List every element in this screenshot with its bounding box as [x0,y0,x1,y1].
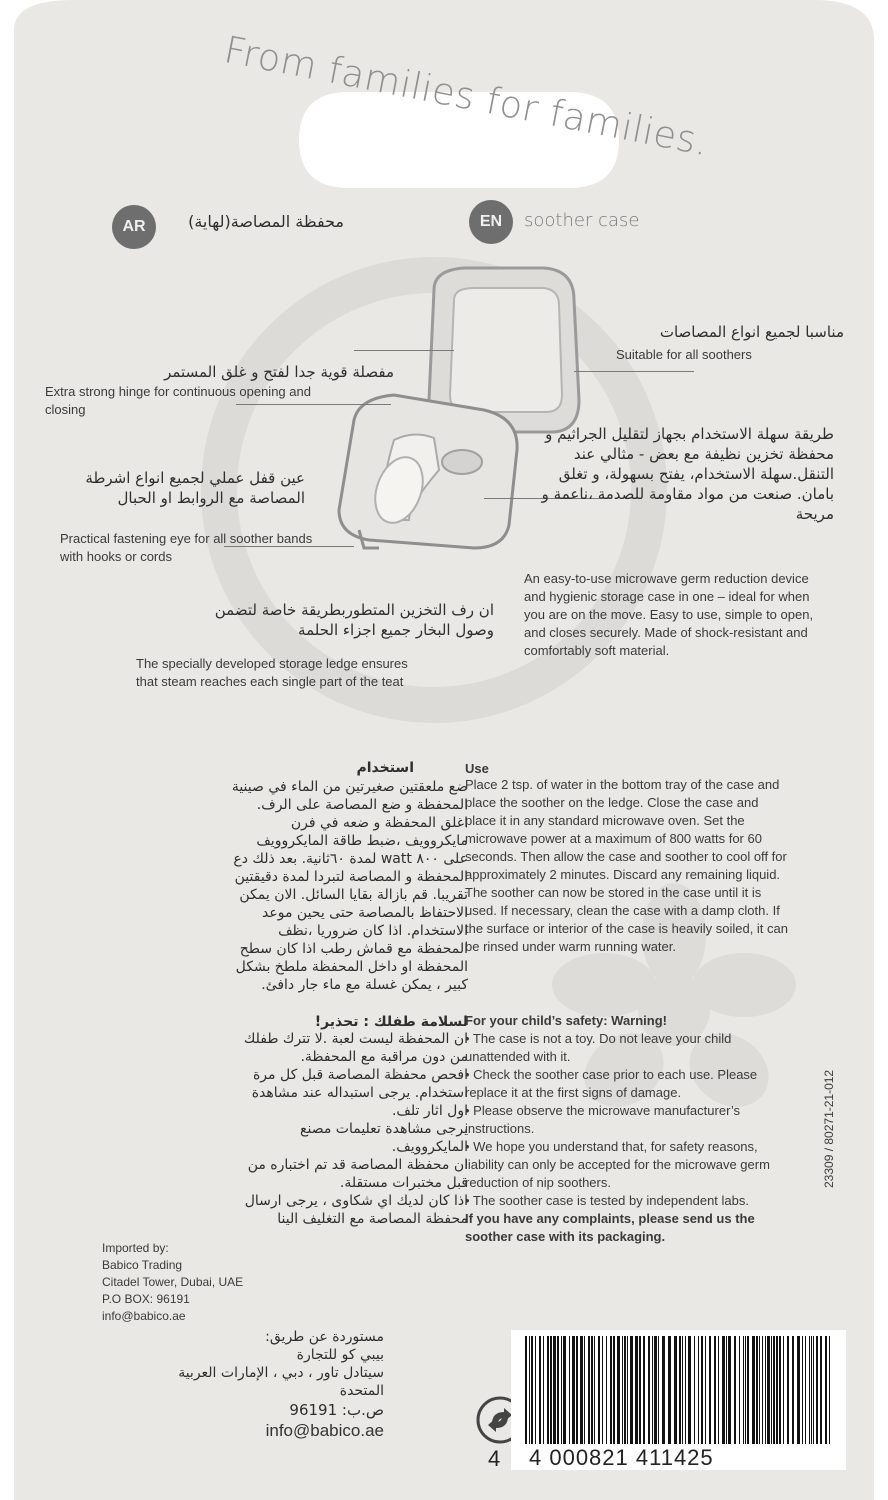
barcode-bar [745,1336,746,1444]
ledge-en: The specially developed storage ledge ensures that steam reaches each single part of the teat [136,656,408,689]
barcode-bar [617,1336,620,1444]
safety-ar-line: يرجى مشاهدة تعليمات مصنع المايكروويف. [300,1121,468,1155]
barcode-bar [610,1336,612,1444]
use-en-body: Place 2 tsp. of water in the bottom tray of the case and place the soother on the ledge. Close the case and place it in any standard microwave oven. Set the microwave power at a maximum of 800 watts for 60 seconds. Then allow the case and soother to cool off for approximately 2 minutes. Discard any remaining liquid. The soother can now be stored in the case until it is used. If necessary, clean the case with a damp cloth. If the surface or interior of the case is heavily soiled, it can be rinsed under warm running water. [465,777,788,954]
use-ar-title: استخدام [356,760,414,776]
safety-en-list [465,1030,800,1246]
barcode-bar [594,1336,595,1444]
barcode-bar [643,1336,645,1444]
barcode-bar [829,1336,830,1444]
barcode-bar [722,1336,725,1444]
barcode-bar [787,1336,789,1444]
barcode-bar [714,1336,716,1444]
barcode-bar [580,1336,583,1444]
barcode-bar [622,1336,623,1444]
tagline: From families for families. [220,28,713,165]
hinge-en: Extra strong hinge for continuous opening and closing [45,384,311,417]
barcode-bar [792,1336,794,1444]
barcode-bar [776,1336,778,1444]
barcode-bar [718,1336,719,1444]
barcode-bar [767,1336,770,1444]
leader-line-suitable [574,371,694,372]
barcode-bar [759,1336,760,1444]
barcode-bar [762,1336,763,1444]
safety-en-line: • We hope you understand that, for safety reasons, liability can only be accepted for the microwave germ reduction of nip soothers. [465,1139,770,1190]
use-en-title: Use [465,761,489,776]
barcode-bar [535,1336,536,1444]
barcode-bar [739,1336,740,1444]
barcode-bar [685,1336,686,1444]
use-ar-body: ضع ملعقتين صغيرتين من الماء في صينية المحفظة و ضع المصاصة على الرف. اغلق المحفظة و ضعه في فرن مايكروويف ،ضبط طاقة المايكروويف على ٨٠٠ watt لمدة ٦٠ثانية. بعد ذلك دع المحفظة و المصاصة لتبردا لمدة دقيقتين تقريبا. قم بازالة بقايا السائل. الان يمكن الاحتفاظ بالمصاصة حتى يحين موعد الاستخدام. اذا كان ضروريا ،نظف المحفظة مع قماش رطب اذا كان سطح المحفظة او داخل المحفظة ملطخ بشكل كبير ، يمكن غسلة مع ماء جار دافئ. [231,779,468,993]
barcode-bar [576,1336,578,1444]
product-code: 23309 / 80271-21-012 [822,1069,836,1188]
safety-ar-line: ان المحفظة ليست لعبة .لا تترك طفلك من دون مراقبة مع المحفظة. [243,1031,468,1065]
ledge-ar: ان رف التخزين المتطوربطريقة خاصة لتضمن وصول البخار جميع اجزاء الحلمة [214,601,494,639]
importer-ar-line: سيتادل تاور ، دبي ، الإمارات العربية المتحدة [178,1365,384,1399]
barcode-bar [662,1336,665,1444]
barcode-bar [547,1336,549,1444]
barcode-bar [591,1336,593,1444]
barcode-bar [624,1336,626,1444]
barcode-bar [797,1336,800,1444]
barcode-bar [668,1336,671,1444]
importer-ar-line: بيبي كو للتجارة [296,1347,384,1363]
barcode-bar [820,1336,822,1444]
barcode-bar [811,1336,812,1444]
barcode-bar [682,1336,683,1444]
barcode-bar [802,1336,803,1444]
barcode-partial: 4 [488,1446,501,1471]
barcode-bar [613,1336,615,1444]
barcode-bar [627,1336,628,1444]
importer-en-line: info@babico.ae [102,1309,186,1323]
barcode-bar [602,1336,603,1444]
barcode-number: 4 000821 411425 [529,1445,714,1470]
barcode-bar [543,1336,544,1444]
barcode-bar [825,1336,827,1444]
barcode-bar [639,1336,641,1444]
barcode-bar [674,1336,677,1444]
barcode-bar [779,1336,781,1444]
barcode-bar [816,1336,818,1444]
barcode-bar [553,1336,556,1444]
barcode-bar [654,1336,657,1444]
barcode-bar [809,1336,810,1444]
barcode-bar [756,1336,758,1444]
barcode-bar [588,1336,590,1444]
importer-ar-line: ص.ب: 96191 [289,1401,384,1419]
easy-ar: طريقة سهلة الاستخدام بجهاز لتقليل الجراثيم و محفظة تخزين نظيفة مع بعض - مثالي عند التنقل.سهلة الاستخدام، يفتح بسهولة، و تغلق بامان. صنعت من مواد مقاومة للصدمة ،ناعمة و مريحة [541,425,834,523]
barcode-bar [550,1336,552,1444]
safety-ar-list [228,1030,468,1228]
barcode-bar [688,1336,691,1444]
barcode-bar [569,1336,570,1444]
barcode-bar [648,1336,650,1444]
importer-ar-email: info@babico.ae [265,1421,384,1440]
barcode-bar [598,1336,600,1444]
suitable-en: Suitable for all soothers [616,347,752,362]
barcode-bar [743,1336,744,1444]
barcode-bar [630,1336,633,1444]
safety-en-line: • Please observe the microwave manufacturer’s instructions. [465,1103,741,1136]
easy-en: An easy-to-use microwave germ reduction device and hygienic storage case in one – ideal for when you are on the move. Easy to use, simple to open, and closes securely. Made of shock-resistant and comfortably soft material. [524,571,814,658]
importer-en-line: P.O BOX: 96191 [102,1292,190,1306]
barcode-bar [572,1336,575,1444]
barcode-bar [698,1336,699,1444]
barcode-bar [561,1336,562,1444]
barcode-bar [529,1336,530,1444]
importer-en-line: Imported by: [102,1241,169,1255]
ar-title: محفظة المصاصة(لهاية) [188,212,344,231]
safety-ar-line: ان محفظة المصاصة قد تم اختباره من قبل مختبرات مستقلة. [247,1157,468,1191]
barcode-bar [635,1336,638,1444]
barcode-bar [747,1336,749,1444]
barcode-bar [813,1336,814,1444]
safety-ar-line: اذا كان لديك اي شكاوى ، يرجى ارسال محفظة المصاصة مع التغليف الينا [244,1193,468,1227]
importer-en [102,1240,322,1325]
barcode-bar [765,1336,766,1444]
safety-en-complaint: If you have any complaints, please send us the soother case with its packaging. [465,1211,755,1244]
ar-badge: AR [112,205,156,249]
barcode-bar [557,1336,559,1444]
barcode-bar [679,1336,681,1444]
safety-ar-title: لسلامة طفلك : تحذير! [314,1014,468,1030]
barcode-bar [752,1336,755,1444]
barcode-bars [511,1330,846,1445]
importer-ar [174,1328,384,1442]
barcode-bar [701,1336,703,1444]
eye-ar: عين قفل عملي لجميع انواع اشرطة المصاصة مع الروابط او الحبال [85,469,305,507]
barcode-bar [531,1336,533,1444]
safety-en-line: • The soother case is tested by independent labs. [465,1193,749,1208]
safety-en-line: • The case is not a toy. Do not leave your child unattended with it. [465,1031,732,1064]
barcode-bar [728,1336,731,1444]
barcode-bar [658,1336,659,1444]
suitable-ar: مناسبا لجميع انواع المصاصات [659,323,844,341]
safety-ar-line: افحص محفظة المصاصة قبل كل مرة استخدام. يرجى استبداله عند مشاهدة اول اثار تلف. [251,1067,468,1119]
barcode-bar [694,1336,695,1444]
barcode-bar [652,1336,653,1444]
leader-line-hinge-2 [354,350,454,351]
barcode-bar [773,1336,775,1444]
importer-ar-line: مستوردة عن طريق: [265,1329,384,1345]
eye-en: Practical fastening eye for all soother bands with hooks or cords [60,531,313,564]
safety-en-title: For your child’s safety: Warning! [465,1013,668,1028]
barcode-bar [525,1336,527,1444]
barcode-bar [805,1336,806,1444]
barcode-bar [705,1336,706,1444]
barcode-bar [584,1336,585,1444]
importer-en-line: Babico Trading [102,1258,183,1272]
barcode-bar [563,1336,566,1444]
barcode-bar [539,1336,541,1444]
safety-en-line: • Check the soother case prior to each use. Please replace it at the first signs of damage. [465,1067,758,1100]
packaging-card [14,0,874,1500]
hinge-ar: مفصلة قوية جدا لفتح و غلق المستمر [164,363,394,381]
barcode-bar [709,1336,711,1444]
barcode-bar [783,1336,784,1444]
barcode-bar [771,1336,772,1444]
barcode-bar [606,1336,607,1444]
importer-en-line: Citadel Tower, Dubai, UAE [102,1275,244,1289]
barcode-bar [726,1336,727,1444]
en-title: soother case [524,210,640,231]
en-badge: EN [469,200,513,244]
barcode-bar [734,1336,736,1444]
